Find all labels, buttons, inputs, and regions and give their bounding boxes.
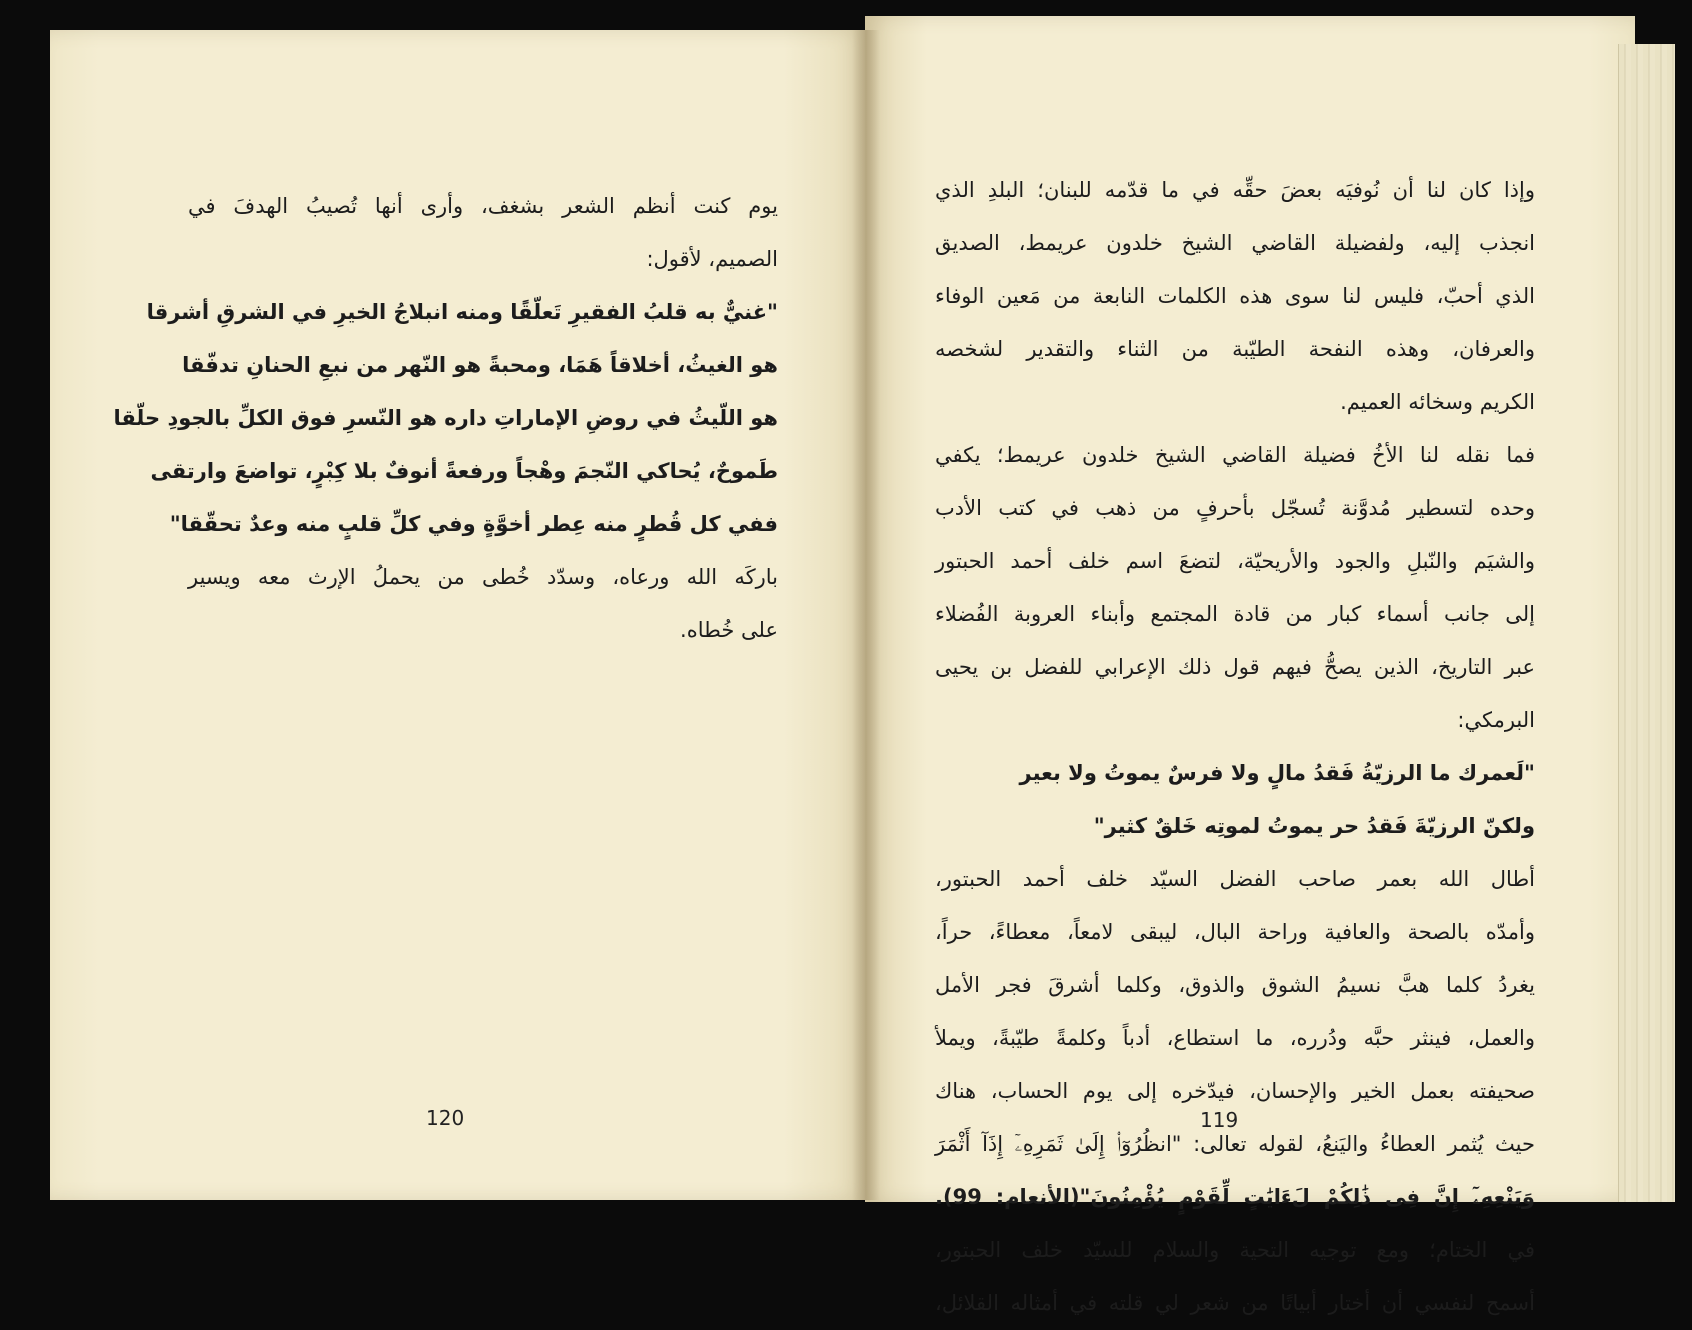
text-line: أسمح لنفسي أن أختار أبياتًا من شعر لي قلته في أمثاله القلائل، xyxy=(935,1291,1535,1315)
text-line: عبر التاريخ، الذين يصحُّ فيهم قول ذلك الإعرابي للفضل بن يحيى xyxy=(935,655,1535,679)
poem-verse: ولكنّ الرزيّةَ فَقدُ حر يموتُ لموتِه خَلقٌ كثير" xyxy=(1093,814,1535,838)
text-line: الذي أحبّ، فليس لنا سوى هذه الكلمات النابعة من مَعين الوفاء xyxy=(935,284,1535,308)
right-page-text xyxy=(935,164,1535,1330)
left-page xyxy=(50,30,865,1200)
quran-verse-line: وَيَنْعِهِۦٓ إِنَّ فِى ذَٰلِكُمْ لَءَايَٰتٍ لِّقَوْمٍ يُؤْمِنُونَ"(الأنعام: 99). xyxy=(935,1185,1535,1209)
page-number: 120 xyxy=(426,1106,465,1130)
text-line: باركَه الله ورعاه، وسدّد خُطى من يحملُ الإرث معه ويسير xyxy=(188,565,778,589)
text-line: والعمل، فينثر حبَّه ودُرره، ما استطاع، أدباً وكلمةً طيّبةً، ويملأ xyxy=(935,1026,1535,1050)
text-line: فما نقله لنا الأخُ فضيلة القاضي الشيخ خلدون عريمط؛ يكفي xyxy=(935,443,1535,467)
text-line: الصميم، لأقول: xyxy=(646,247,778,271)
page-number: 119 xyxy=(1200,1108,1239,1132)
poem-verse: ففي كل قُطرٍ منه عِطر أخوَّةٍ وفي كلِّ قلبٍ منه وعدٌ تحقّقا" xyxy=(169,512,778,536)
text-line: البرمكي: xyxy=(1457,708,1535,732)
text-line: وإذا كان لنا أن نُوفيَه بعضَ حقِّه في ما قدّمه للبنان؛ البلدِ الذي xyxy=(935,178,1535,202)
poem-verse: "لَعمرك ما الرزيّةُ فَقدُ مالٍ ولا فرسٌ يموتُ ولا بعير xyxy=(1019,761,1535,785)
poem-verse: "غنيٌّ به قلبُ الفقيرِ تَعلّقًا ومنه انبلاجُ الخيرِ في الشرقِ أشرقا xyxy=(146,300,778,324)
poem-verse: هو الغيثُ، أخلاقاً هَمَا، ومحبةً هو النّهر من نبعِ الحنانِ تدفّقا xyxy=(182,353,778,377)
text-line: حيث يُثمر العطاءُ واليَنعُ، لقوله تعالى: "انظُرُوٓا۟ إِلَىٰ ثَمَرِهِۦٓ إِذَآ أَثْمَرَ xyxy=(935,1132,1535,1156)
left-page-text xyxy=(113,180,778,657)
text-line: الكريم وسخائه العميم. xyxy=(1340,390,1535,414)
text-line: صحيفته بعمل الخير والإحسان، فيدّخره إلى يوم الحساب، هناك xyxy=(935,1079,1535,1103)
text-line: يوم كنت أنظم الشعر بشغف، وأرى أنها تُصيبُ الهدفَ في xyxy=(188,194,778,218)
text-line: أطال الله بعمر صاحب الفضل السيّد خلف أحمد الحبتور، xyxy=(935,867,1535,891)
text-line: وحده لتسطير مُدوَّنة تُسجّل بأحرفٍ من ذهب في كتب الأدب xyxy=(935,496,1535,520)
text-line: في الختام؛ ومع توجيه التحية والسلام للسيّد خلف الحبتور، xyxy=(935,1238,1535,1262)
text-line: انجذب إليه، ولفضيلة القاضي الشيخ خلدون عريمط، الصديق xyxy=(935,231,1535,255)
text-line: والشيَم والنّبلِ والجود والأريحيّة، لتضعَ اسم خلف أحمد الحبتور xyxy=(935,549,1535,573)
book-spine xyxy=(852,30,880,1200)
poem-verse: هو اللّيثُ في روضِ الإماراتِ داره هو النّسرِ فوق الكلِّ بالجودِ حلّقا xyxy=(113,406,778,430)
text-line: إلى جانب أسماء كبار من قادة المجتمع وأبناء العروبة الفُضلاء xyxy=(935,602,1535,626)
right-page xyxy=(865,16,1635,1315)
page-edges xyxy=(1618,44,1675,1202)
text-line: وأمدّه بالصحة والعافية وراحة البال، ليبقى لامعاً، معطاءً، حراً، xyxy=(935,920,1535,944)
poem-verse: طَموحٌ، يُحاكي النّجمَ وهْجاً ورفعةً أنوفٌ بلا كِبْرٍ، تواضعَ وارتقى xyxy=(150,459,778,483)
text-line: يغردُ كلما هبَّ نسيمُ الشوق والذوق، وكلما أشرقَ فجر الأمل xyxy=(935,973,1535,997)
text-line: والعرفان، وهذه النفحة الطيّبة من الثناء والتقدير لشخصه xyxy=(935,337,1535,361)
text-line: على خُطاه. xyxy=(680,618,778,642)
